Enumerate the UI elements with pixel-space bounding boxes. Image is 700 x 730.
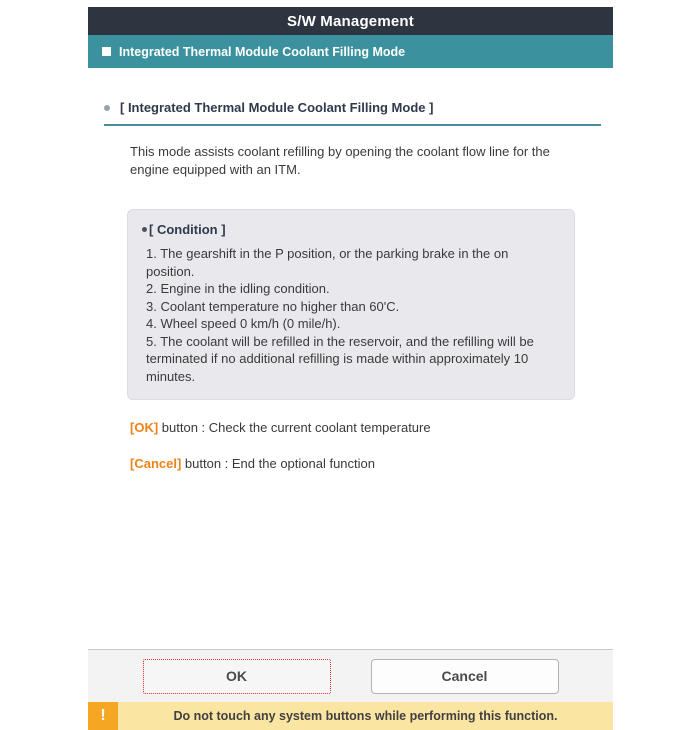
warning-text: Do not touch any system buttons while performing this function. (173, 709, 558, 723)
mode-subheader-label: Integrated Thermal Module Coolant Filling Mode (119, 44, 406, 59)
cancel-key-label: [Cancel] (130, 456, 182, 471)
ok-button-help (130, 420, 613, 435)
condition-item: 1. The gearshift in the P position, or the parking brake in the on position. (146, 246, 509, 279)
section-title (104, 100, 601, 126)
bullet-icon (104, 105, 110, 111)
condition-title-text: [ Condition ] (149, 222, 226, 237)
condition-box (127, 209, 575, 400)
mode-subheader (88, 35, 613, 68)
warning-bar (88, 702, 613, 730)
condition-title (142, 222, 558, 237)
mode-description: This mode assists coolant refilling by opening the coolant flow line for the engine equipped with an ITM. (130, 144, 550, 177)
exclamation-icon: ! (88, 702, 118, 730)
page-title: S/W Management (287, 12, 414, 30)
square-bullet-icon (102, 47, 111, 56)
section-title-text: [ Integrated Thermal Module Coolant Filling Mode ] (120, 100, 434, 115)
sw-management-window (88, 7, 613, 724)
bullet-icon (142, 227, 147, 232)
window-titlebar (88, 7, 613, 35)
cancel-button-help (130, 456, 613, 471)
condition-item: 3. Coolant temperature no higher than 60'C. (146, 298, 400, 314)
cancel-help-text: button : End the optional function (181, 456, 375, 471)
condition-item: 2. Engine in the idling condition. (146, 281, 330, 296)
ok-help-text: button : Check the current coolant temperature (158, 420, 431, 435)
ok-key-label: [OK] (130, 420, 159, 435)
condition-item: 5. The coolant will be refilled in the reservoir, and the refilling will be terminated if no additional refilling is made within approximately 10 minutes. (146, 333, 534, 384)
content-area (88, 100, 613, 649)
condition-list (142, 245, 558, 385)
condition-item: 4. Wheel speed 0 km/h (0 mile/h). (146, 316, 341, 331)
cancel-button[interactable]: Cancel (371, 659, 559, 694)
action-button-bar (88, 649, 613, 702)
ok-button[interactable]: OK (143, 659, 331, 694)
